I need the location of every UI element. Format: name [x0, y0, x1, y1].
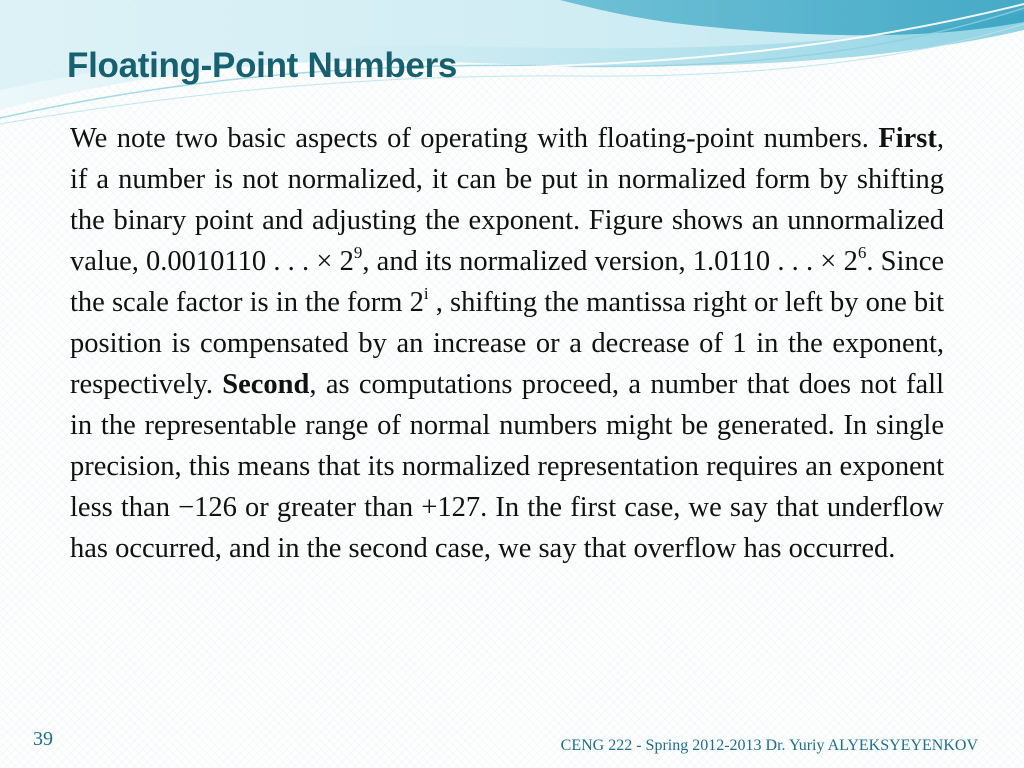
body-text-part: , as computations proceed, a number that does not fall in the representable range of normal numbers might be generated. In single precision, this means that its normalized representation requires an exponent less than −126 or greater than +127. In the first case, we say that underflow has occurred, and in the second case, we say that overflow has occurred. — [70, 369, 944, 564]
body-text-part: We note two basic aspects of operating with floating-point numbers. — [70, 123, 879, 154]
body-paragraph — [70, 118, 944, 569]
body-text-part: , and its normalized version, 1.0110 . . . × 2 — [362, 246, 858, 277]
body-text-part: , shifting the mantissa right or left by one bit position is compensated by an increase or a decrease of 1 in the exponent, respectively. — [70, 287, 945, 400]
exponent: 9 — [353, 243, 363, 262]
body-text-part: . Since the scale factor is in the form 2 — [70, 246, 944, 318]
slide-number: 39 — [33, 728, 53, 750]
slide-title: Floating-Point Numbers — [67, 46, 458, 85]
body-text-part: , if a number is not normalized, it can be put in normalized form by shifting the binary point and adjusting the exponent. Figure shows an unnormalized value, 0.0010110 . . . × 2 — [70, 123, 944, 277]
bold-term-first: First — [878, 123, 937, 154]
exponent: 6 — [857, 243, 867, 262]
exponent: i — [423, 284, 429, 303]
footer-course-info: CENG 222 - Spring 2012-2013 Dr. Yuriy ALYEKSYEYENKOV — [560, 737, 978, 754]
bold-term-second: Second — [222, 369, 310, 400]
